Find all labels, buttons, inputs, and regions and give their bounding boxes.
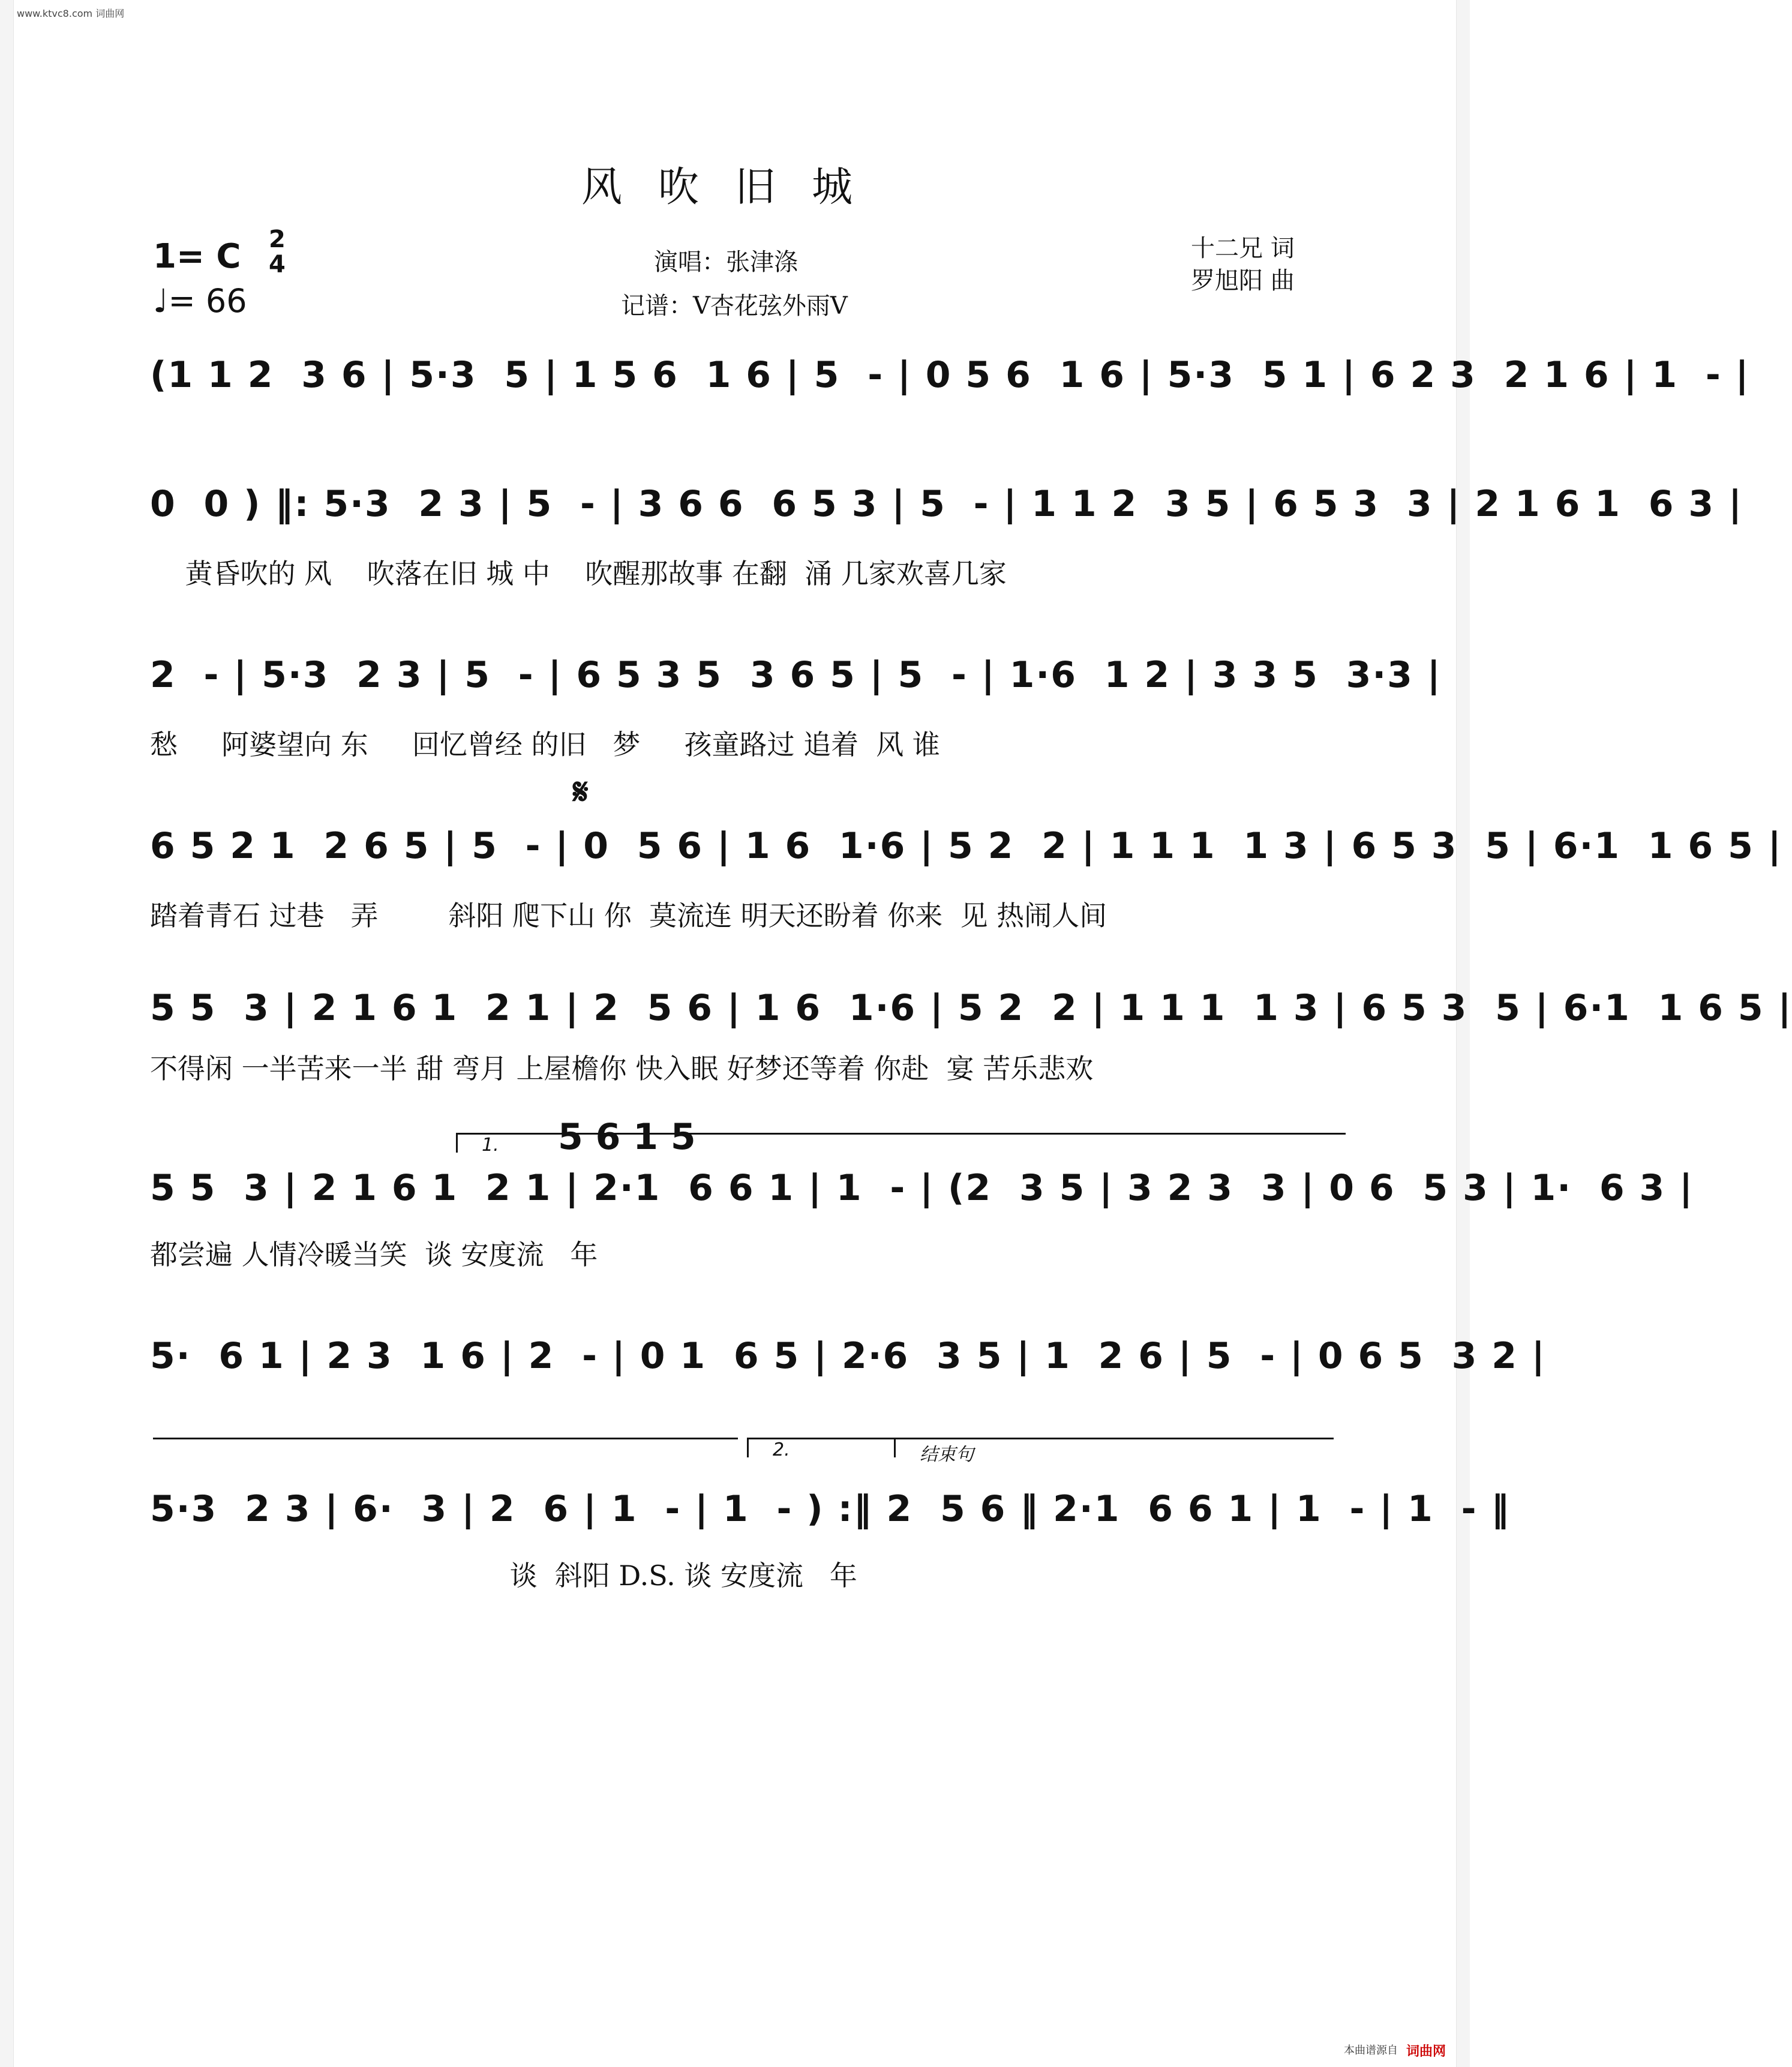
footer-source-label: 本曲谱源自: [1344, 2044, 1398, 2057]
ossia-notes: 5 6 1 5: [558, 1116, 696, 1158]
time-signature-bottom: 4: [269, 251, 286, 278]
segno-sign: 𝄋: [573, 771, 589, 813]
second-ending-bracket: 2.: [747, 1438, 917, 1457]
phrase-line: [153, 1438, 738, 1439]
notation-line: 6 5 2 1 2 6 5 | 5 - | 0 5 6 | 1 6 1·6 | 5 2 2 | 1 1 1 1 3 | 6 5 3 5 | 6·1 1 6 5 |: [150, 825, 1782, 867]
notation-line: 5 5 3 | 2 1 6 1 2 1 | 2 5 6 | 1 6 1·6 | 5 2 2 | 1 1 1 1 3 | 6 5 3 5 | 6·1 1 6 5 |: [150, 987, 1792, 1029]
lyrics-line: 黄昏吹的 风 吹落在旧 城 中 吹醒那故事 在翻 涌 几家欢喜几家: [150, 557, 1007, 590]
lyrics-line: 愁 阿婆望向 东 回忆曾经 的旧 梦 孩童路过 追着 风 谁: [150, 728, 940, 761]
first-ending-bracket: 1.: [456, 1133, 1346, 1153]
lyrics-line: 都尝遍 人情冷暖当笑 谈 安度流 年: [150, 1238, 598, 1271]
right-margin-strip: [1456, 0, 1470, 2067]
notation-line: 5· 6 1 | 2 3 1 6 | 2 - | 0 1 6 5 | 2·6 3 5 | 1 2 6 | 5 - | 0 6 5 3 2 |: [150, 1335, 1546, 1377]
site-watermark: www.ktvc8.com 词曲网: [17, 8, 125, 19]
coda-label: 结束句: [894, 1438, 1334, 1457]
time-signature-top: 2: [269, 226, 286, 253]
footer-brand: 词曲网: [1406, 2044, 1446, 2059]
notation-line: (1 1 2 3 6 | 5·3 5 | 1 5 6 1 6 | 5 - | 0 5 6 1 6 | 5·3 5 1 | 6 2 3 2 1 6 | 1 - |: [150, 354, 1750, 396]
key-signature: 1= C: [153, 237, 241, 276]
singer-credit: 演唱：张津涤: [654, 248, 798, 276]
notation-line: 5 5 3 | 2 1 6 1 2 1 | 2·1 6 6 1 | 1 - | (2 3 5 | 3 2 3 3 | 0 6 5 3 | 1· 6 3 |: [150, 1167, 1694, 1209]
lyricist-credit: 十二兄 词: [1191, 235, 1295, 262]
lyrics-line: 谈 斜阳 D.S. 谈 安度流 年: [150, 1559, 857, 1592]
notation-line: 0 0 ) ‖: 5·3 2 3 | 5 - | 3 6 6 6 5 3 | 5 - | 1 1 2 3 5 | 6 5 3 3 | 2 1 6 1 6 3 |: [150, 483, 1743, 525]
notation-line: 5·3 2 3 | 6· 3 | 2 6 | 1 - | 1 - ) :‖ 2 5 6 ‖ 2·1 6 6 1 | 1 - | 1 - ‖: [150, 1488, 1511, 1530]
left-margin-strip: [0, 0, 14, 2067]
time-signature: [269, 227, 286, 277]
lyrics-line: 不得闲 一半苦来一半 甜 弯月 上屋檐你 快入眠 好梦还等着 你赴 宴 苦乐悲欢: [150, 1052, 1094, 1085]
page-title: 风吹旧城: [581, 164, 889, 211]
lyrics-line: 踏着青石 过巷 弄 斜阳 爬下山 你 莫流连 明天还盼着 你来 见 热闹人间: [150, 899, 1107, 932]
composer-credit: 罗旭阳 曲: [1191, 267, 1295, 295]
notation-line: 2 - | 5·3 2 3 | 5 - | 6 5 3 5 3 6 5 | 5 - | 1·6 1 2 | 3 3 5 3·3 |: [150, 654, 1442, 696]
tempo-marking: ♩= 66: [153, 282, 247, 320]
transcriber-credit: 记谱：V杏花弦外雨V: [621, 292, 848, 320]
